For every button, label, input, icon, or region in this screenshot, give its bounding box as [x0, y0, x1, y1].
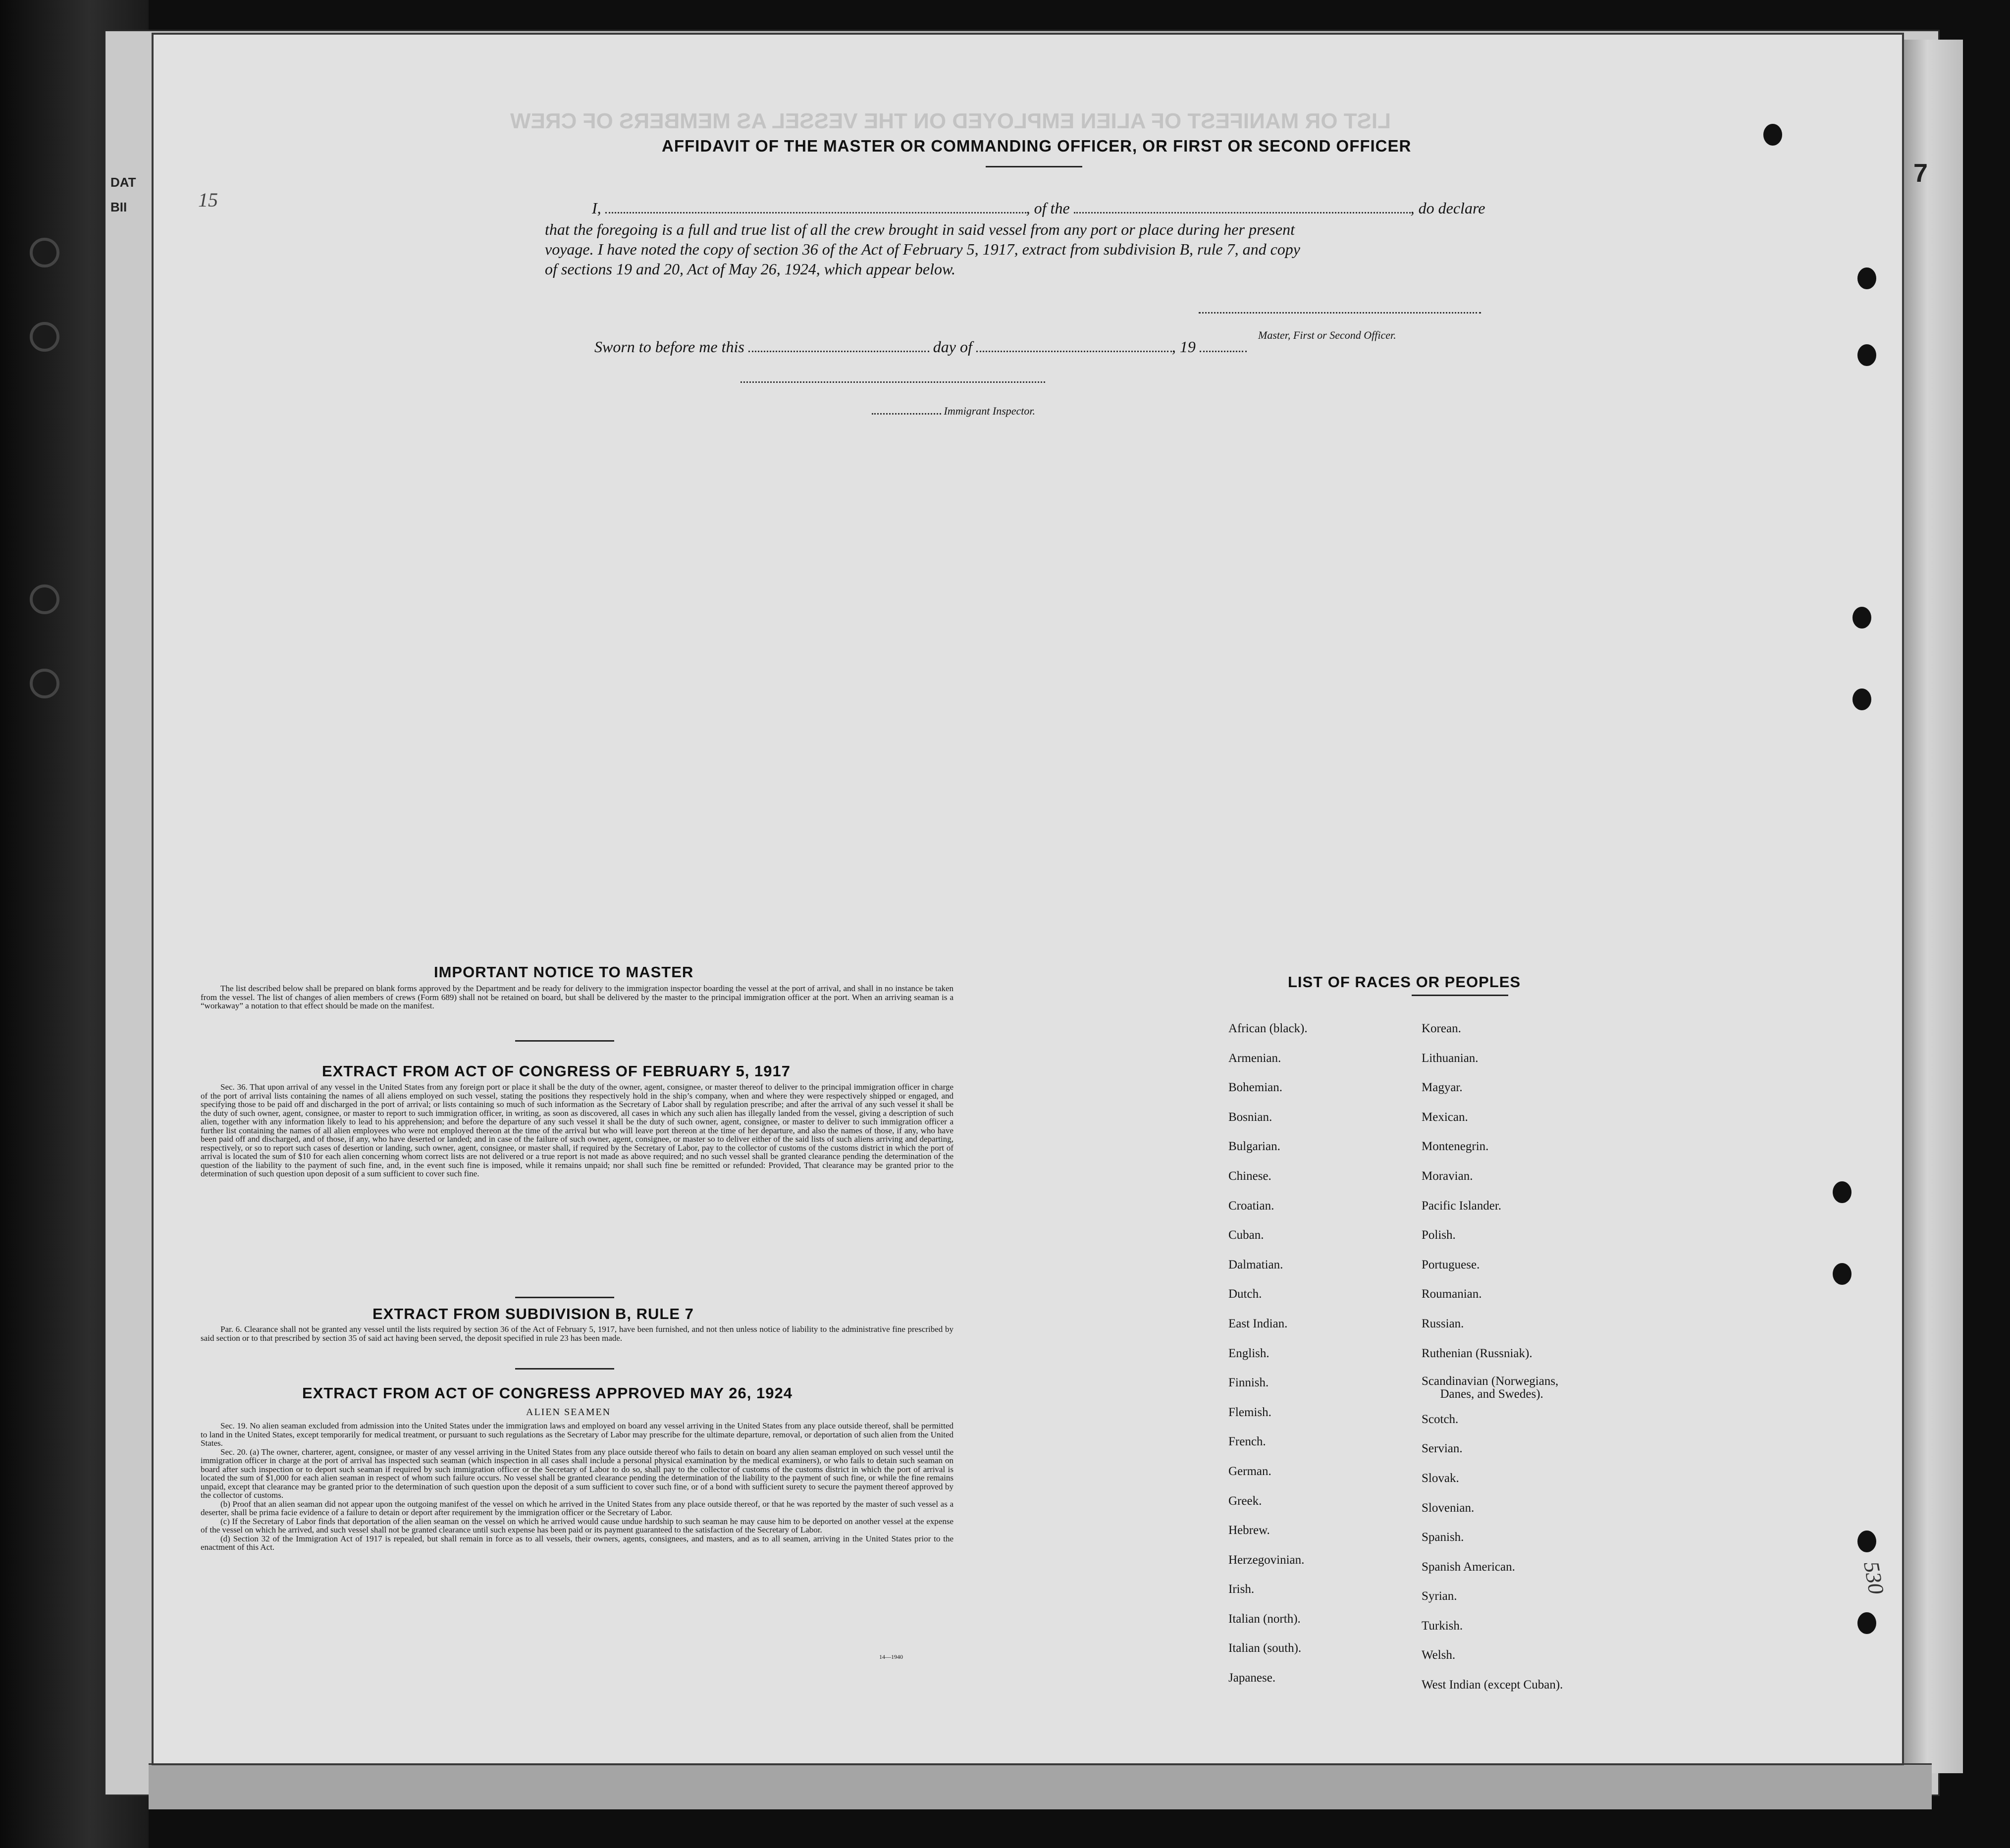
extract-rule7-title: EXTRACT FROM SUBDIVISION B, RULE 7: [372, 1305, 694, 1322]
race-item: Chinese.: [1228, 1169, 1271, 1183]
page-edge-bottom: [149, 1763, 1932, 1809]
sec-36-paragraph: Sec. 36. That upon arrival of any vessel in the United States from any foreign port or place it shall be the duty of the owner, agent, consignee, or master thereof to deliver to the principal immigration officer in charge of the port of arrival lists containing the names of all aliens employed on such vessel, stating the positions they respectively hold in the ship’s company, when and where they were respectively shipped or engaged, and specifying those to be paid off and discharged in the port of arrival; or lists containing so much of such information as the Secretary of Labor shall by regulation prescribe; and after the arrival of any such vessel it shall be the duty of such owner, agent, consignee, or master to report to such immigration officer, in writing, as soon as discovered, all cases in which any such alien has illegally landed from the vessel, giving a description of such alien, together with any information likely to lead to his apprehension; and before the departure of any such vessel it shall be the duty of such owner, agent, consignee, or master to deliver to such immigration officer a further list containing the names of all alien employees who were not employed thereon at the time of the arrival but who will leave port thereon at the time of her departure, and also the names of those, if any, who have been paid off and discharged, and of those, if any, who have deserted or landed; and in case of the failure of such owner, agent, consignee, or master so to deliver either of the said lists of such aliens arriving and departing, respectively, or so to report such cases of desertion or landing, such owner, agent, consignee, or master shall, if required by the Secretary of Labor, pay to the collector of customs of the customs district in which the port of arrival is located the sum of $10 for each alien concerning whom correct lists are not delivered or a true report is not made as above required; and no such vessel shall be granted clearance pending the determination of the question of the liability to the payment of such fine, and, in the event such fine is imposed, while it remains unpaid; nor shall such fine be remitted or refunded: Provided, That clearance may be granted prior to the determination of such question upon deposit of a sum sufficient to cover such fine.: [201, 1082, 953, 1178]
race-item: Polish.: [1422, 1228, 1456, 1242]
race-item: Italian (north).: [1228, 1612, 1301, 1626]
page-number: 7: [1913, 159, 1928, 188]
race-item: Scandinavian (Norwegians, Danes, and Swedes).: [1422, 1374, 1559, 1401]
form-number: 14—1940: [879, 1653, 903, 1660]
punch-hole: [1852, 607, 1871, 629]
divider: [515, 1297, 614, 1298]
notice-title: IMPORTANT NOTICE TO MASTER: [434, 963, 694, 981]
races-title: LIST OF RACES OR PEOPLES: [1288, 973, 1521, 991]
race-item: Montenegrin.: [1422, 1140, 1489, 1154]
race-item: Spanish American.: [1422, 1560, 1515, 1574]
race-item: West Indian (except Cuban).: [1422, 1678, 1563, 1692]
sworn-month-field[interactable]: [976, 351, 1172, 352]
race-item: Slovak.: [1422, 1471, 1459, 1485]
race-item: Hebrew.: [1228, 1524, 1270, 1537]
race-item: Armenian.: [1228, 1051, 1281, 1065]
punch-hole: [1833, 1181, 1851, 1203]
bleed-through-header: LIST OR MANIFEST OF ALIEN EMPLOYED ON THE VESSEL AS MEMBERS OF CREW: [510, 109, 1391, 133]
sec-20a-paragraph: Sec. 20. (a) The owner, charterer, agent, consignee, or master of any vessel arriving in the United States from any place outside thereof who fails to detain on board any alien seaman employed on such vessel until the immigration officer in charge at the port of arrival has inspected such seaman (which inspection in all cases shall include a personal physical examination by the medical examiners), or who fails to detain such seaman on board after such inspection or to deport such seaman if required by such immigration officer or the Secretary of Labor to do so, shall pay to the collector of customs of the customs district in which the port of arrival is located the sum of $1,000 for each alien seaman in respect of whom such failure occurs. No vessel shall be granted clearance pending the determination of the liability to the payment of such fine, or while the fine remains unpaid, except that clearance may be granted prior to the determination of such question upon the deposit of a sum sufficient to cover such fine, or of a bond with sufficient surety to secure the payment thereof approved by the collector of customs.: [201, 1447, 953, 1500]
sworn-text: Sworn to before me this: [594, 338, 744, 356]
race-item: Lithuanian.: [1422, 1051, 1479, 1065]
notice-text: [201, 984, 953, 1010]
punch-hole: [1852, 688, 1871, 710]
race-item: Bohemian.: [1228, 1081, 1283, 1095]
par-6-paragraph: Par. 6. Clearance shall not be granted any vessel until the lists required by section 36 of the Act of February 5, 1917, have been furnished, and not then unless notice of liability to the administrative fine prescribed by said section or to that prescribed by section 35 of said act having been served, the deposit specified in rule 23 has been made.: [201, 1324, 953, 1343]
divider: [515, 1040, 614, 1042]
race-item: Pacific Islander.: [1422, 1199, 1502, 1213]
race-item: Bulgarian.: [1228, 1140, 1280, 1154]
margin-label-date: DAT: [110, 175, 136, 190]
race-item: Syrian.: [1422, 1589, 1457, 1603]
punch-hole: [1857, 1531, 1876, 1552]
extract-1924-title: EXTRACT FROM ACT OF CONGRESS APPROVED MAY 26, 1924: [302, 1384, 793, 1402]
sworn-day-of: day of: [933, 338, 972, 356]
binder-hole: [30, 322, 59, 352]
sworn-line: [594, 337, 1247, 357]
notice-paragraph: The list described below shall be prepared on blank forms approved by the Department and be ready for delivery to the immigration inspector boarding the vessel at the port of arrival, and shall in no instance be taken from the vessel. The list of changes of alien members of crews (Form 689) shall not be retained on board, but shall be delivered by the master to the principal immigration officer at the port. When an arriving seaman is a “workaway” a notation to that effect should be made on the manifest.: [201, 984, 953, 1010]
declaration-line-2: that the foregoing is a full and true list of all the crew brought in said vessel from any port or place during her present: [545, 220, 1295, 238]
punch-hole: [1857, 344, 1876, 366]
inspector-dots: [872, 413, 941, 415]
race-item: Irish.: [1228, 1583, 1255, 1596]
binder-hole: [30, 669, 59, 698]
race-item: Ruthenian (Russniak).: [1422, 1346, 1533, 1360]
race-item: Finnish.: [1228, 1376, 1269, 1390]
race-item: Slovenian.: [1422, 1501, 1475, 1515]
extract-1917-title: EXTRACT FROM ACT OF CONGRESS OF FEBRUARY 5, 1917: [322, 1062, 791, 1080]
vessel-field[interactable]: [1074, 212, 1411, 213]
extract-1917-text: [201, 1083, 953, 1178]
punch-hole: [1833, 1263, 1851, 1285]
declaration-line-1: [592, 198, 1485, 218]
declaration-i: I,: [592, 199, 601, 217]
master-signature-caption: Master, First or Second Officer.: [1258, 329, 1396, 341]
handwritten-mark: 15: [198, 189, 218, 211]
race-item: Greek.: [1228, 1494, 1262, 1508]
race-item: French.: [1228, 1435, 1266, 1449]
race-item: Roumanian.: [1422, 1287, 1482, 1301]
race-item: Russian.: [1422, 1317, 1464, 1330]
race-item: African (black).: [1228, 1022, 1308, 1035]
races-column-1: [1228, 1014, 1308, 1693]
sec-19-paragraph: Sec. 19. No alien seaman excluded from admission into the United States under the immigration laws and employed on board any vessel arriving in the United States from any place outside thereof, shall be permitted to land in the United States, except temporarily for medical treatment, or pursuant to such regulations as the Secretary of Labor may prescribe for the ultimate departure, removal, or deportation of such alien from the United States.: [201, 1421, 953, 1448]
races-column-2: [1422, 1014, 1563, 1700]
affidavit-page: [154, 35, 1902, 1763]
punch-hole: [1857, 1612, 1876, 1634]
race-item: Servian.: [1422, 1442, 1463, 1456]
race-item: Moravian.: [1422, 1169, 1473, 1183]
race-item: East Indian.: [1228, 1317, 1288, 1330]
race-item: Cuban.: [1228, 1228, 1264, 1242]
declaration-line-3: voyage. I have noted the copy of section 36 of the Act of February 5, 1917, extract from subdivision B, rule 7, and copy: [545, 240, 1300, 258]
race-item: Bosnian.: [1228, 1110, 1272, 1124]
race-item: Italian (south).: [1228, 1641, 1302, 1655]
master-signature-field[interactable]: [1199, 312, 1481, 314]
affidavit-title: AFFIDAVIT OF THE MASTER OR COMMANDING OFFICER, OR FIRST OR SECOND OFFICER: [662, 137, 1412, 155]
punch-hole: [1857, 267, 1876, 289]
race-item: Spanish.: [1422, 1531, 1464, 1544]
margin-label-bill: BII: [110, 200, 127, 214]
race-item: Welsh.: [1422, 1648, 1456, 1662]
inspector-caption-text: Immigrant Inspector.: [944, 405, 1036, 417]
race-item: Korean.: [1422, 1022, 1461, 1035]
name-field[interactable]: [605, 212, 1026, 213]
sworn-year-field[interactable]: [1200, 351, 1247, 352]
race-item: German.: [1228, 1464, 1271, 1478]
sworn-year: , 19: [1171, 338, 1196, 356]
handwritten-number: 530: [1859, 1559, 1889, 1596]
page-edge-right: [1902, 40, 1963, 1773]
sworn-day-field[interactable]: [748, 351, 929, 352]
race-item: Herzegovinian.: [1228, 1553, 1305, 1567]
binder-hole: [30, 238, 59, 267]
race-item: Dalmatian.: [1228, 1258, 1283, 1271]
race-item: Turkish.: [1422, 1619, 1463, 1633]
sec-20d-paragraph: (d) Section 32 of the Immigration Act of 1917 is repealed, but shall remain in force as to all vessels, their owners, agents, consignees, and masters, and as to all seamen, arriving in the United States prior to the enactment of this Act.: [201, 1533, 953, 1552]
divider: [515, 1368, 614, 1370]
declaration-of-the: , of the: [1026, 199, 1070, 217]
divider: [986, 166, 1082, 167]
inspector-signature-field[interactable]: [741, 381, 1045, 383]
extract-1924-text: [201, 1422, 953, 1552]
race-item: Scotch.: [1422, 1412, 1459, 1426]
race-item: Croatian.: [1228, 1199, 1274, 1213]
alien-seamen-heading: ALIEN SEAMEN: [526, 1407, 611, 1418]
sec-20b-paragraph: (b) Proof that an alien seaman did not appear upon the outgoing manifest of the vessel on which he arrived in the United States from any place outside thereof, or that he was reported by the master of such vessel as a deserter, shall be prima facie evidence of a failure to detain or deport after requirement by the immigration officer or the Secretary of Labor.: [201, 1499, 953, 1517]
race-item: Flemish.: [1228, 1405, 1271, 1419]
race-item: Dutch.: [1228, 1287, 1262, 1301]
declaration-do-declare: , do declare: [1410, 199, 1485, 217]
divider: [1412, 995, 1508, 996]
race-item: English.: [1228, 1346, 1269, 1360]
punch-hole: [1763, 124, 1782, 146]
declaration-line-4: of sections 19 and 20, Act of May 26, 1924, which appear below.: [545, 260, 955, 278]
binder-hole: [30, 584, 59, 614]
sec-20c-paragraph: (c) If the Secretary of Labor finds that deportation of the alien seaman on the vessel on which he arrived would cause undue hardship to such seaman he may cause him to be deported on another vessel at the expense of the vessel on which he arrived, and such vessel shall not be granted clearance until such expense has been paid or its payment guaranteed to the satisfaction of the Secretary of Labor.: [201, 1516, 953, 1534]
race-item: Japanese.: [1228, 1671, 1276, 1685]
race-item: Mexican.: [1422, 1110, 1468, 1124]
extract-rule7-text: [201, 1325, 953, 1342]
race-item: Magyar.: [1422, 1081, 1463, 1095]
inspector-caption: [872, 401, 1035, 421]
race-item: Portuguese.: [1422, 1258, 1480, 1271]
